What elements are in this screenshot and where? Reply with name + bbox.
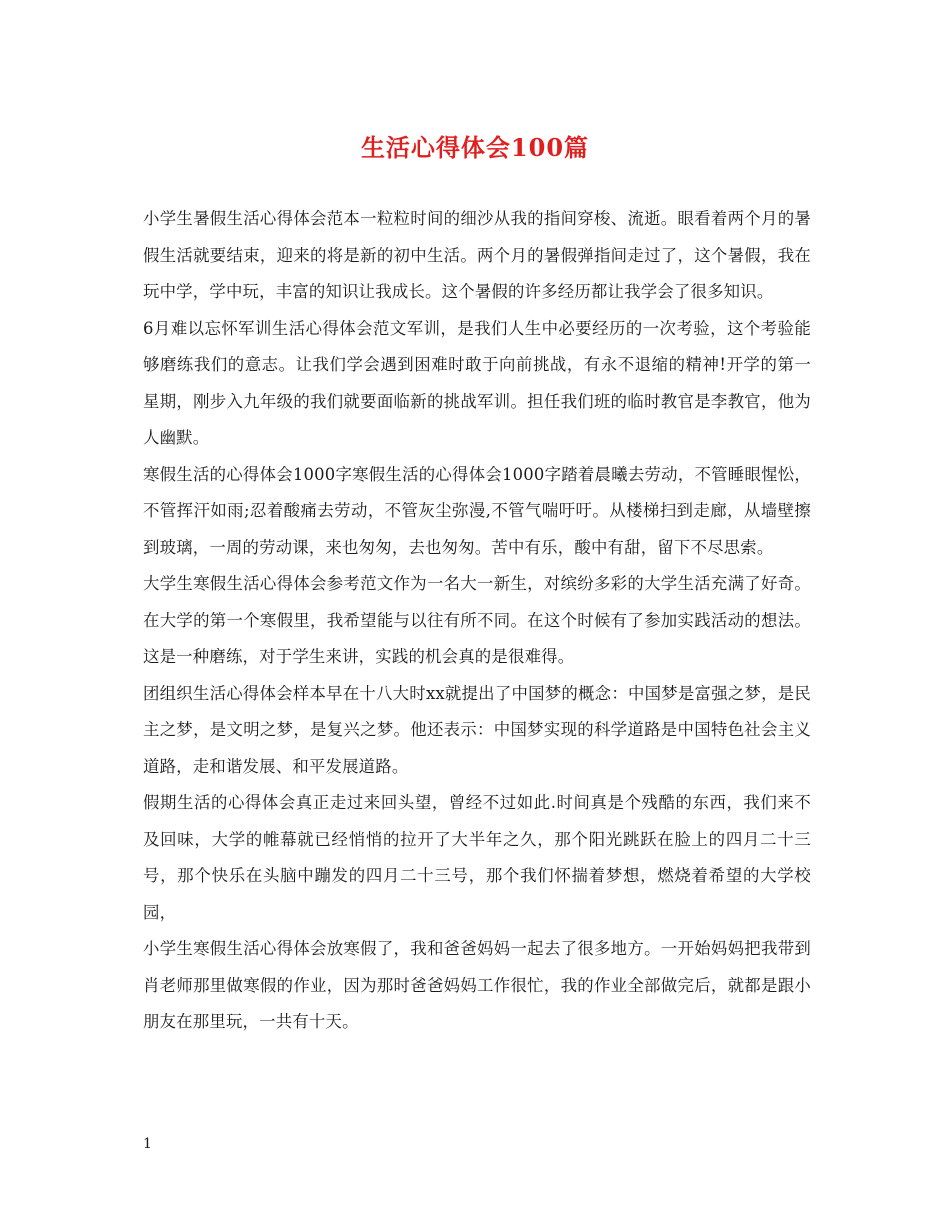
document-body bbox=[143, 201, 811, 1041]
paragraph-7: 小学生寒假生活心得体会放寒假了，我和爸爸妈妈一起去了很多地方。一开始妈妈把我带到肖老师那里做寒假的作业，因为那时爸爸妈妈工作很忙，我的作业全部做完后，就都是跟小朋友在那里玩，一共有十天。 bbox=[143, 939, 811, 1031]
paragraph-5: 团组织生活心得体会样本早在十八大时xx就提出了中国梦的概念：中国梦是富强之梦，是民主之梦，是文明之梦，是复兴之梦。他还表示：中国梦实现的科学道路是中国特色社会主义道路，走和谐发展、和平发展道路。 bbox=[143, 683, 811, 776]
document-title: 生活心得体会100篇 bbox=[360, 133, 590, 162]
paragraph-2: 6月难以忘怀军训生活心得体会范文军训，是我们人生中必要经历的一次考验，这个考验能够磨练我们的意志。让我们学会遇到困难时敢于向前挑战，有永不退缩的精神!开学的第一星期，刚步入九年级的我们就要面临新的挑战军训。担任我们班的临时教官是李教官，他为人幽默。 bbox=[143, 318, 811, 447]
paragraph-3: 寒假生活的心得体会1000字寒假生活的心得体会1000字踏着晨曦去劳动，不管睡眼惺忪，不管挥汗如雨;忍着酸痛去劳动，不管灰尘弥漫,不管气喘吁吁。从楼梯扫到走廊，从墙壁擦到玻璃，一周的劳动课，来也匆匆，去也匆匆。苦中有乐，酸中有甜，留下不尽思索。 bbox=[143, 464, 811, 557]
paragraph-1: 小学生暑假生活心得体会范本一粒粒时间的细沙从我的指间穿梭、流逝。眼看着两个月的暑假生活就要结束，迎来的将是新的初中生活。两个月的暑假弹指间走过了，这个暑假，我在玩中学，学中玩，丰富的知识让我成长。这个暑假的许多经历都让我学会了很多知识。 bbox=[143, 209, 811, 301]
paragraph-6: 假期生活的心得体会真正走过来回头望，曾经不过如此.时间真是个残酷的东西，我们来不及回味，大学的帷幕就已经悄悄的拉开了大半年之久，那个阳光跳跃在脸上的四月二十三号，那个快乐在头脑中蹦发的四月二十三号，那个我们怀揣着梦想，燃烧着希望的大学校园， bbox=[143, 793, 811, 922]
page-number: 1 bbox=[143, 1136, 152, 1152]
paragraph-4: 大学生寒假生活心得体会参考范文作为一名大一新生，对缤纷多彩的大学生活充满了好奇。在大学的第一个寒假里，我希望能与以往有所不同。在这个时候有了参加实践活动的想法。这是一种磨练，对于学生来讲，实践的机会真的是很难得。 bbox=[143, 574, 811, 666]
